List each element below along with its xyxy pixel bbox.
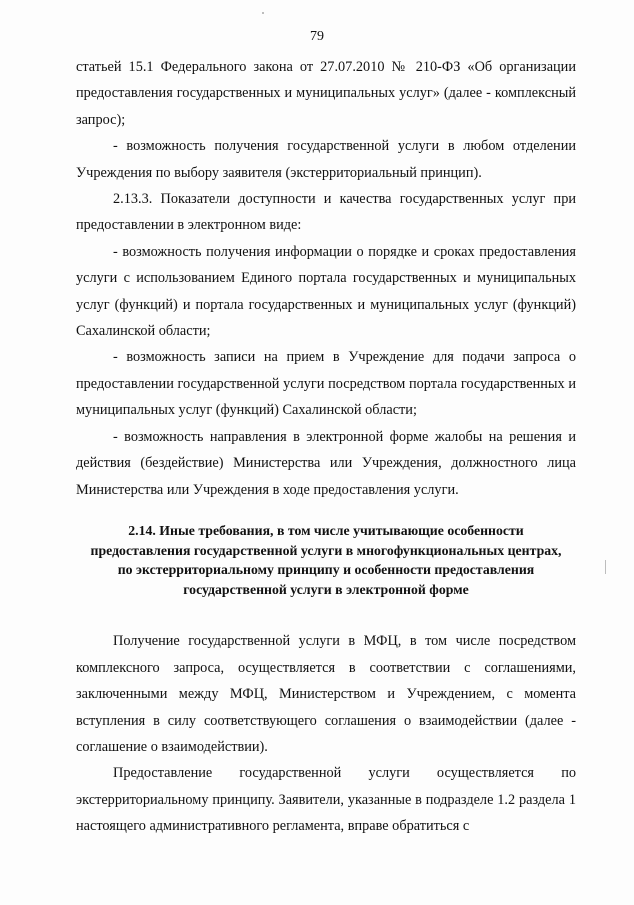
page-number: 79 xyxy=(310,29,324,44)
spacer xyxy=(76,503,576,521)
paragraph-continuation: статьей 15.1 Федерального закона от 27.07.2010 № 210-ФЗ «Об организации предоставления государственных и муниципальных услуг» (далее - комплексный запрос); xyxy=(76,59,576,128)
paragraph-extraterritorial-principle: Предоставление государственной услуги осуществляется по экстерриториальному принципу. Заявители, указанные в подразделе 1.2 раздела 1 настоящего административного регламента, вправе обратиться с xyxy=(76,765,576,835)
paragraph-extraterritorial: - возможность получения государственной услуги в любом отделении Учреждения по выбору заявителя (экстерриториальный принцип). xyxy=(76,138,576,181)
paragraph-info-access: - возможность получения информации о порядке и сроках предоставления услуги с использованием Единого портала государственных и муниципальных услуг (функций) и портала государственных и муниципальных услуг (функций) Сахалинской области; xyxy=(76,243,576,340)
spacer xyxy=(76,599,576,628)
paragraph-mfc: Получение государственной услуги в МФЦ, в том числе посредством комплексного запроса, осуществляется в соответствии с соглашениями, заключенными между МФЦ, Министерством и Учреждением, с момента вступления в силу соответствующего соглашения о взаимодействии (далее - соглашение о взаимодействии). xyxy=(76,633,576,755)
document-body xyxy=(76,54,576,840)
scan-speck xyxy=(262,12,264,14)
paragraph-2-13-3: 2.13.3. Показатели доступности и качества государственных услуг при предоставлении в электронном виде: xyxy=(76,191,576,234)
section-heading-2-14: 2.14. Иные требования, в том числе учитывающие особенности предоставления государственной услуги в многофункциональных центрах, по экстерриториальному принципу и особенности предоставления государственной услуги в электронной форме xyxy=(90,522,562,597)
paragraph-complaint: - возможность направления в электронной форме жалобы на решения и действия (бездействие) Министерства или Учреждения, должностного лица Министерства или Учреждения в ходе предоставления услуги. xyxy=(76,428,576,498)
paragraph-appointment: - возможность записи на прием в Учреждение для подачи запроса о предоставлении государственной услуги посредством портала государственных и муниципальных услуг (функций) Сахалинской области; xyxy=(76,349,576,419)
scan-speck xyxy=(605,560,606,574)
